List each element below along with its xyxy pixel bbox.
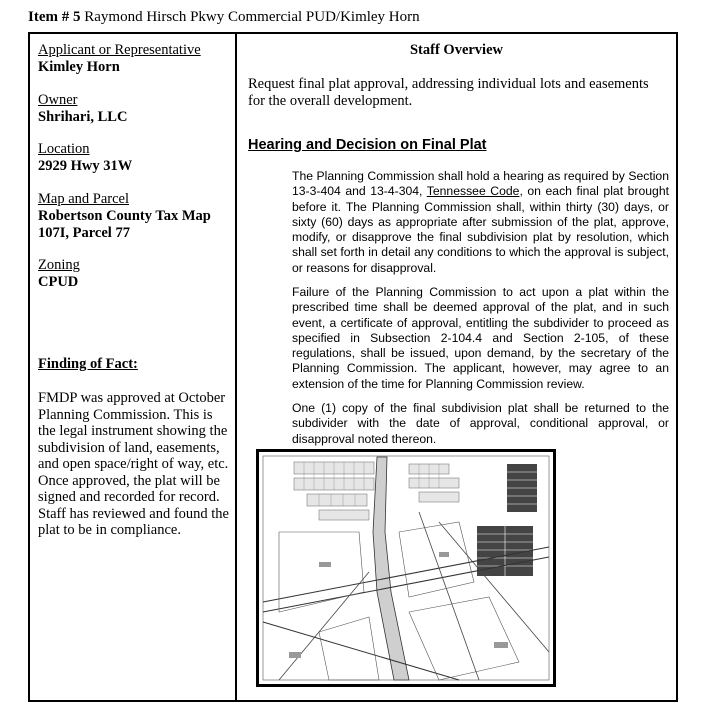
paragraph-copy: One (1) copy of the final subdivision plat shall be returned to the subdivider with the date of approval, conditional approval, or disapproval noted thereon. — [292, 401, 669, 446]
finding-of-fact-text: FMDP was approved at October Planning Commission. This is the legal instrument showing the subdivision of land, easements, and open space/right of way, etc. Once approved, the plat will be signed and recorded for record. Staff has reviewed and found the plat to be in compliance. — [38, 390, 229, 538]
owner-value: Shrihari, LLC — [38, 109, 128, 125]
zoning-label: Zoning — [38, 257, 80, 273]
paragraph-failure: Failure of the Planning Commission to act upon a plat within the prescribed time shall be deemed approval of the plat, and in such event, a certificate of approval, entitling the subdivider to proceed as specified in Subsection 2-104.4 and Section 2-105, of these regulations, shall be issued, upon demand, by the secretary of the Planning Commission. The applicant, however, may agree to an extension of the time for Planning Commission review. — [292, 285, 669, 391]
finding-of-fact-label: Finding of Fact: — [38, 356, 138, 372]
map-parcel-value-line1: Robertson County Tax Map — [38, 208, 211, 224]
right-column — [237, 34, 676, 700]
plat-drawing — [259, 452, 553, 684]
applicant-label: Applicant or Representative — [38, 42, 201, 58]
map-parcel-label: Map and Parcel — [38, 191, 129, 207]
map-parcel-value-line2: 107I, Parcel 77 — [38, 225, 130, 241]
staff-report-table — [28, 32, 678, 702]
final-plat-image — [256, 449, 556, 687]
section-heading: Hearing and Decision on Final Plat — [248, 137, 487, 153]
location-label: Location — [38, 141, 90, 157]
zoning-value: CPUD — [38, 274, 79, 290]
staff-overview-heading: Staff Overview — [409, 42, 503, 58]
tennessee-code-link: Tennessee Code — [426, 184, 520, 199]
paragraph-hearing-b: , on each final plat brought before it. The Planning Commission shall, within thirty (30) days, or sixty (60) days as appropriate after submission of the plat, approve, modify, or disapprove the final subdivision plat by resolution, which shall set forth in detail any conditions to which the approval is subject, or reasons for disapproval. — [292, 184, 669, 275]
owner-label: Owner — [38, 92, 78, 108]
item-title — [28, 9, 420, 26]
paragraph-hearing-a: The Planning Commission shall hold a hearing as required by Section 13-3-404 and 13-4-304, — [292, 169, 669, 199]
location-value: 2929 Hwy 31W — [38, 158, 133, 174]
left-column — [30, 34, 237, 700]
applicant-value: Kimley Horn — [38, 59, 120, 75]
item-name: Raymond Hirsch Pkwy Commercial PUD/Kimley Horn — [84, 9, 420, 25]
item-number: Item # 5 — [28, 9, 81, 25]
request-text: Request final plat approval, addressing individual lots and easements for the overall development. — [248, 76, 649, 109]
paragraph-hearing — [292, 169, 669, 276]
